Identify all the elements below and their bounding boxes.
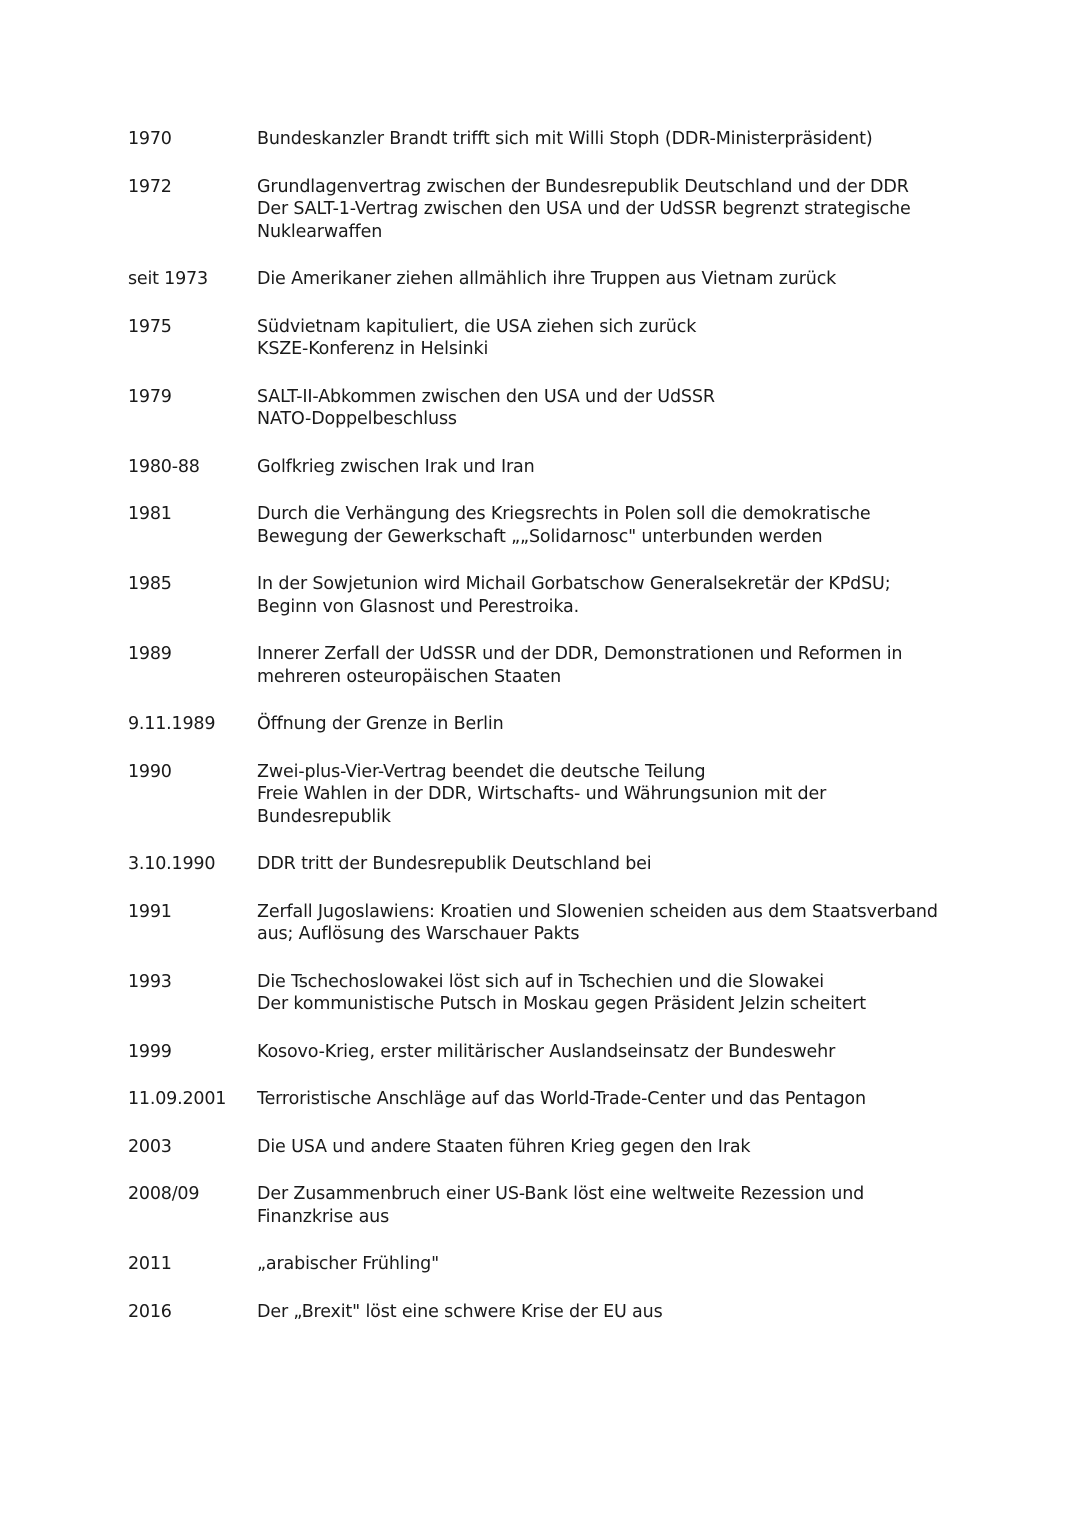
timeline-event-line: DDR tritt der Bundesrepublik Deutschland bei bbox=[257, 854, 652, 874]
timeline-events bbox=[257, 1041, 968, 1064]
timeline-row bbox=[128, 176, 968, 244]
timeline-event-line: Terroristische Anschläge auf das World-Trade-Center und das Pentagon bbox=[257, 1089, 866, 1109]
timeline-row bbox=[128, 128, 968, 151]
timeline-event-line: Bundesrepublik bbox=[257, 806, 391, 827]
timeline-event-line: aus; Auflösung des Warschauer Pakts bbox=[257, 924, 580, 944]
timeline-row bbox=[128, 268, 968, 291]
timeline-event-line: Bundeskanzler Brandt trifft sich mit Willi Stoph (DDR-Ministerpräsident) bbox=[257, 129, 873, 149]
timeline-year: 11.09.2001 bbox=[128, 1089, 227, 1109]
timeline-events bbox=[257, 1136, 968, 1159]
timeline-row bbox=[128, 853, 968, 876]
timeline-event-line: Golfkrieg zwischen Irak und Iran bbox=[257, 456, 535, 477]
timeline-row bbox=[128, 1041, 968, 1064]
timeline-year: 1991 bbox=[128, 901, 172, 922]
timeline-row bbox=[128, 1253, 968, 1276]
timeline-year: 3.10.1990 bbox=[128, 854, 216, 874]
timeline-event-line: Kosovo-Krieg, erster militärischer Auslandseinsatz der Bundeswehr bbox=[257, 1041, 836, 1062]
timeline-event-line: In der Sowjetunion wird Michail Gorbatschow Generalsekretär der KPdSU; bbox=[257, 574, 891, 594]
timeline-row bbox=[128, 573, 968, 618]
timeline-event-line: Bewegung der Gewerkschaft „„Solidarnosc" unterbunden werden bbox=[257, 526, 823, 547]
timeline-year: 1990 bbox=[128, 761, 172, 782]
timeline-events bbox=[257, 761, 968, 829]
timeline-events bbox=[257, 1088, 968, 1111]
timeline-event-line: mehreren osteuropäischen Staaten bbox=[257, 666, 562, 687]
timeline-year: 1972 bbox=[128, 176, 172, 197]
timeline-events bbox=[257, 503, 968, 548]
timeline-row bbox=[128, 1088, 968, 1111]
timeline-row bbox=[128, 316, 968, 361]
timeline-events bbox=[257, 1253, 968, 1276]
timeline-year: 2016 bbox=[128, 1301, 172, 1322]
timeline-event-line: Der SALT-1-Vertrag zwischen den USA und der UdSSR begrenzt strategische bbox=[257, 199, 911, 219]
timeline-row bbox=[128, 386, 968, 431]
timeline-events bbox=[257, 386, 968, 431]
timeline-row bbox=[128, 643, 968, 688]
timeline-event-line: Beginn von Glasnost und Perestroika. bbox=[257, 596, 580, 617]
timeline-year: 1975 bbox=[128, 316, 172, 337]
timeline-event-line: Finanzkrise aus bbox=[257, 1206, 390, 1227]
timeline-event-line: Öffnung der Grenze in Berlin bbox=[257, 714, 504, 734]
timeline-year: 9.11.1989 bbox=[128, 714, 216, 734]
timeline-event-line: Durch die Verhängung des Kriegsrechts in Polen soll die demokratische bbox=[257, 504, 871, 524]
timeline-events bbox=[257, 268, 968, 291]
timeline-events bbox=[257, 643, 968, 688]
timeline-year: 1989 bbox=[128, 644, 172, 664]
timeline-row bbox=[128, 503, 968, 548]
timeline-events bbox=[257, 573, 968, 618]
timeline-event-line: Die Amerikaner ziehen allmählich ihre Truppen aus Vietnam zurück bbox=[257, 269, 837, 289]
timeline-row bbox=[128, 1136, 968, 1159]
timeline-event-line: Zerfall Jugoslawiens: Kroatien und Slowenien scheiden aus dem Staatsverband bbox=[257, 901, 938, 922]
timeline-events bbox=[257, 1301, 968, 1324]
timeline-year: 1999 bbox=[128, 1041, 172, 1062]
timeline-year: 2008/09 bbox=[128, 1184, 200, 1204]
timeline-event-line: SALT-II-Abkommen zwischen den USA und der UdSSR bbox=[257, 386, 715, 407]
timeline-event-line: Freie Wahlen in der DDR, Wirtschafts- und Währungsunion mit der bbox=[257, 784, 827, 804]
timeline-year: 1993 bbox=[128, 971, 172, 992]
timeline-events bbox=[257, 971, 968, 1016]
timeline-row bbox=[128, 971, 968, 1016]
timeline-events bbox=[257, 1183, 968, 1228]
timeline-year: 2003 bbox=[128, 1136, 172, 1157]
timeline-row bbox=[128, 901, 968, 946]
timeline-row bbox=[128, 761, 968, 829]
timeline-year: 1970 bbox=[128, 129, 172, 149]
timeline bbox=[128, 128, 968, 1348]
timeline-events bbox=[257, 456, 968, 479]
timeline-event-line: Grundlagenvertrag zwischen der Bundesrepublik Deutschland und der DDR bbox=[257, 176, 909, 197]
timeline-events bbox=[257, 713, 968, 736]
timeline-year: 1981 bbox=[128, 504, 172, 524]
timeline-event-line: NATO-Doppelbeschluss bbox=[257, 409, 457, 429]
timeline-row bbox=[128, 713, 968, 736]
timeline-row bbox=[128, 1183, 968, 1228]
timeline-event-line: Die USA und andere Staaten führen Krieg gegen den Irak bbox=[257, 1136, 751, 1157]
timeline-event-line: Der Zusammenbruch einer US-Bank löst eine weltweite Rezession und bbox=[257, 1184, 865, 1204]
timeline-events bbox=[257, 176, 968, 244]
timeline-year: 1980-88 bbox=[128, 456, 200, 477]
timeline-row bbox=[128, 456, 968, 479]
timeline-event-line: Innerer Zerfall der UdSSR und der DDR, Demonstrationen und Reformen in bbox=[257, 644, 903, 664]
timeline-events bbox=[257, 853, 968, 876]
timeline-event-line: Der kommunistische Putsch in Moskau gegen Präsident Jelzin scheitert bbox=[257, 994, 866, 1014]
timeline-events bbox=[257, 901, 968, 946]
timeline-event-line: Nuklearwaffen bbox=[257, 221, 383, 242]
timeline-event-line: „arabischer Frühling" bbox=[257, 1254, 440, 1274]
timeline-event-line: Der „Brexit" löst eine schwere Krise der EU aus bbox=[257, 1301, 663, 1322]
timeline-year: 2011 bbox=[128, 1254, 172, 1274]
timeline-events bbox=[257, 128, 968, 151]
timeline-year: 1985 bbox=[128, 574, 172, 594]
timeline-row bbox=[128, 1301, 968, 1324]
timeline-event-line: Zwei-plus-Vier-Vertrag beendet die deutsche Teilung bbox=[257, 761, 706, 782]
timeline-year: seit 1973 bbox=[128, 269, 208, 289]
timeline-events bbox=[257, 316, 968, 361]
timeline-year: 1979 bbox=[128, 386, 172, 407]
timeline-event-line: Südvietnam kapituliert, die USA ziehen sich zurück bbox=[257, 316, 697, 337]
timeline-event-line: Die Tschechoslowakei löst sich auf in Tschechien und die Slowakei bbox=[257, 971, 824, 992]
timeline-event-line: KSZE-Konferenz in Helsinki bbox=[257, 339, 489, 359]
